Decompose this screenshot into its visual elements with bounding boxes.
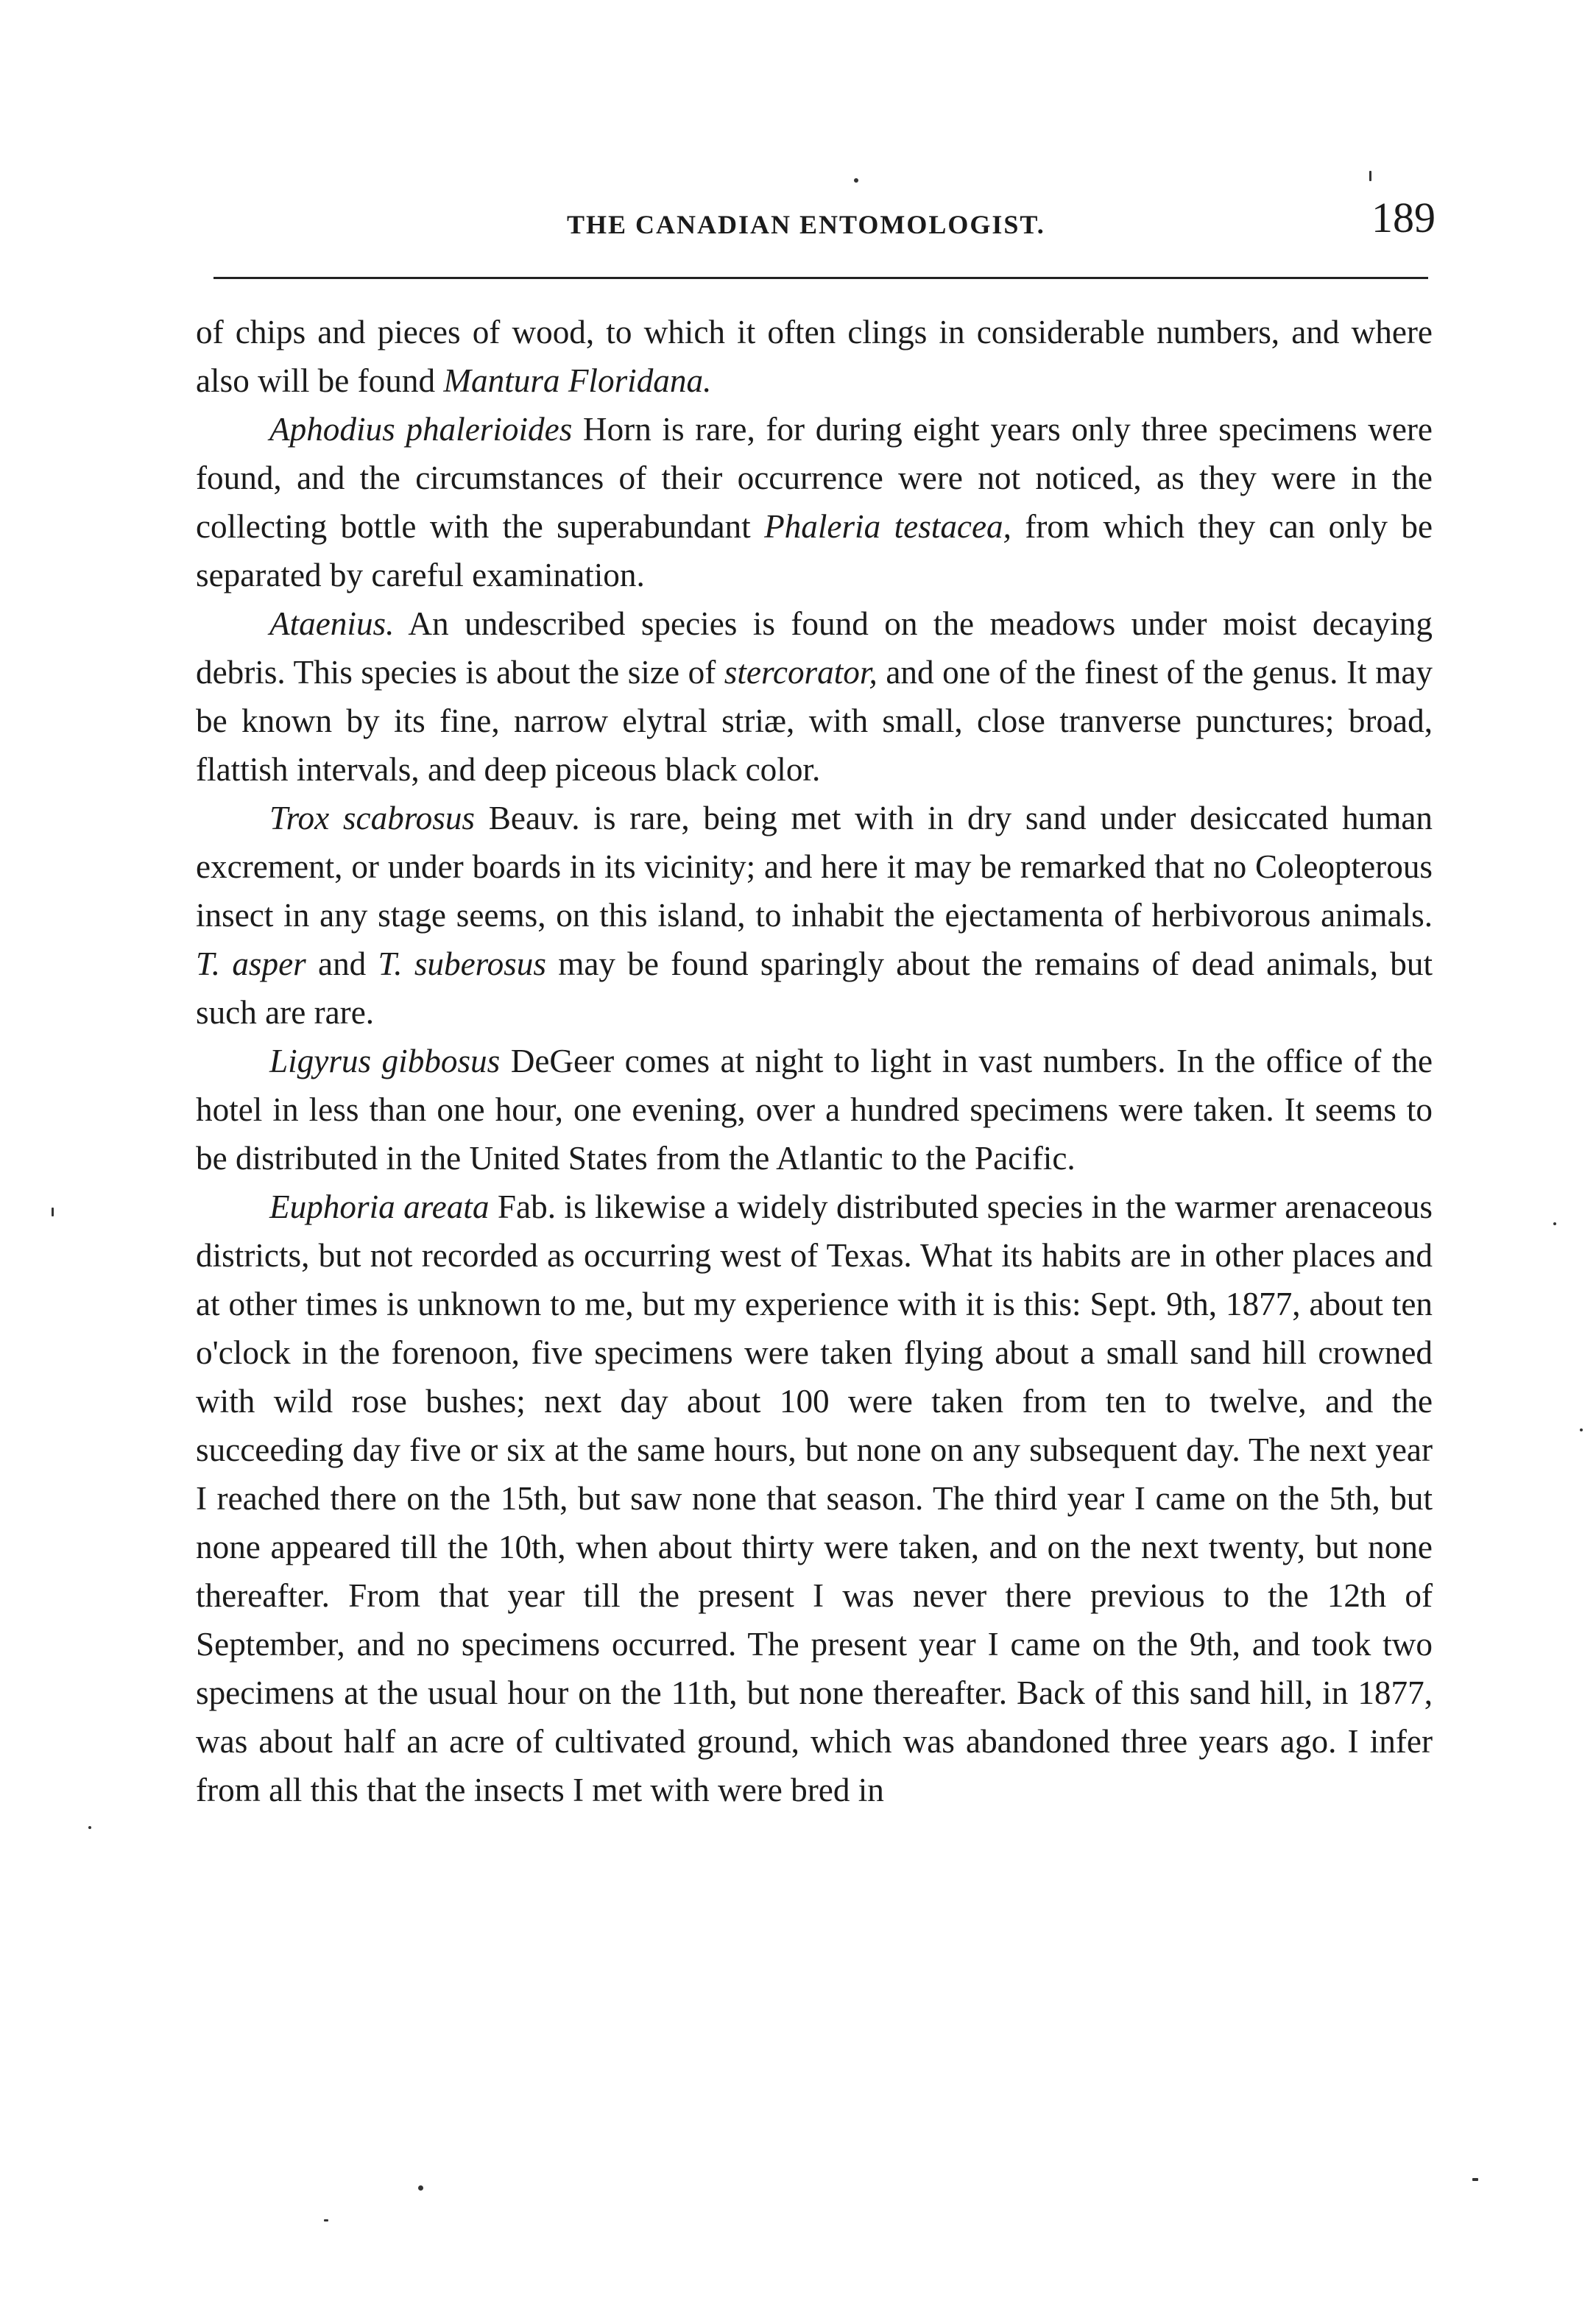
- species-name: Euphoria areata: [269, 1188, 490, 1225]
- paragraph-text: Fab. is likewise a widely distributed species in the warmer arenaceous districts, but not recorded as occurring west of Texas. What its habits are in other places and at other times is unknown to me, but my experience with it is this: Sept. 9th, 1877, about ten o'clock in the forenoon, five specimens were taken flying about a small sand hill crowned with wild rose bushes; next day about 100 were taken from ten to twelve, and the succeeding day five or six at the same hours, but none on any subsequent day. The next year I reached there on the 15th, but saw none that season. The third year I came on the 5th, but none appeared till the 10th, when about thirty were taken, and on the next twenty, but none thereafter. From that year till the present I was never there previous to the 12th of September, and no specimens occurred. The present year I came on the 9th, and took two specimens at the usual hour on the 11th, but none thereafter. Back of this sand hill, in 1877, was about half an acre of cultivated ground, which was abandoned three years ago. I infer from all this that the insects I met with were bred in: [196, 1188, 1433, 1808]
- paragraph-p4: [196, 794, 1433, 1037]
- scan-speck: [854, 178, 858, 183]
- header-rule: [213, 277, 1428, 279]
- running-head: THE CANADIAN ENTOMOLOGIST.: [567, 210, 1045, 239]
- scan-speck: [1369, 171, 1371, 181]
- paragraph-text: of chips and pieces of wood, to which it often clings in considerable numbers, and where also will be found: [196, 314, 1433, 399]
- body-text: [196, 308, 1433, 1814]
- paragraph-p2: [196, 405, 1433, 599]
- paragraph-text: An undescribed species is found on the meadows under moist decaying debris. This species is about the size of: [196, 605, 1433, 691]
- paragraph-text: may be found sparingly about the remains of dead animals, but such are rare.: [196, 945, 1433, 1031]
- species-name: Aphodius phalerioides: [269, 411, 573, 448]
- scan-speck: [418, 2185, 423, 2191]
- scan-speck: [52, 1208, 54, 1216]
- paragraph-p1: [196, 308, 1433, 405]
- species-name: stercorator,: [724, 654, 878, 691]
- species-name: T. suberosus: [378, 945, 546, 982]
- species-name: Ataenius.: [269, 605, 395, 642]
- paragraph-p5: [196, 1037, 1433, 1183]
- species-name: Ligyrus gibbosus: [269, 1043, 501, 1079]
- page-number: 189: [1371, 194, 1436, 242]
- paragraph-p3: [196, 599, 1433, 794]
- paragraph-text: DeGeer comes at night to light in vast numbers. In the office of the hotel in less than one hour, one evening, over a hundred specimens were taken. It seems to be distributed in the United States from the Atlantic to the Pacific.: [196, 1043, 1433, 1177]
- scan-speck: [324, 2219, 328, 2221]
- species-name: T. asper: [196, 945, 306, 982]
- paragraph-text: Horn is rare, for during eight years only three specimens were found, and the circumstances of their occurrence were not noticed, as they were in the collecting bottle with the superabundant: [196, 411, 1433, 545]
- scan-speck: [1472, 2178, 1478, 2181]
- paragraph-p6: [196, 1183, 1433, 1814]
- scan-speck: [88, 1826, 91, 1829]
- page-header: [213, 193, 1436, 244]
- paragraph-text: Beauv. is rare, being met with in dry sand under desiccated human excrement, or under boards in its vicinity; and here it may be remarked that no Coleopterous insect in any stage seems, on this island, to inhabit the ejectamenta of herbivorous animals.: [196, 800, 1433, 934]
- paragraph-text: and: [306, 945, 378, 982]
- species-name: Trox scabrosus: [269, 800, 476, 836]
- scan-speck: [1580, 1428, 1583, 1431]
- paragraph-text: and one of the finest of the genus. It may be known by its fine, narrow elytral striæ, with small, close tranverse punctures; broad, flattish intervals, and deep piceous black color.: [196, 654, 1433, 788]
- paragraph-text: from which they can only be separated by careful examination.: [196, 508, 1433, 593]
- species-name: Phaleria testacea,: [764, 508, 1011, 545]
- scan-speck: [1553, 1222, 1556, 1225]
- species-name: Mantura Floridana.: [443, 362, 712, 399]
